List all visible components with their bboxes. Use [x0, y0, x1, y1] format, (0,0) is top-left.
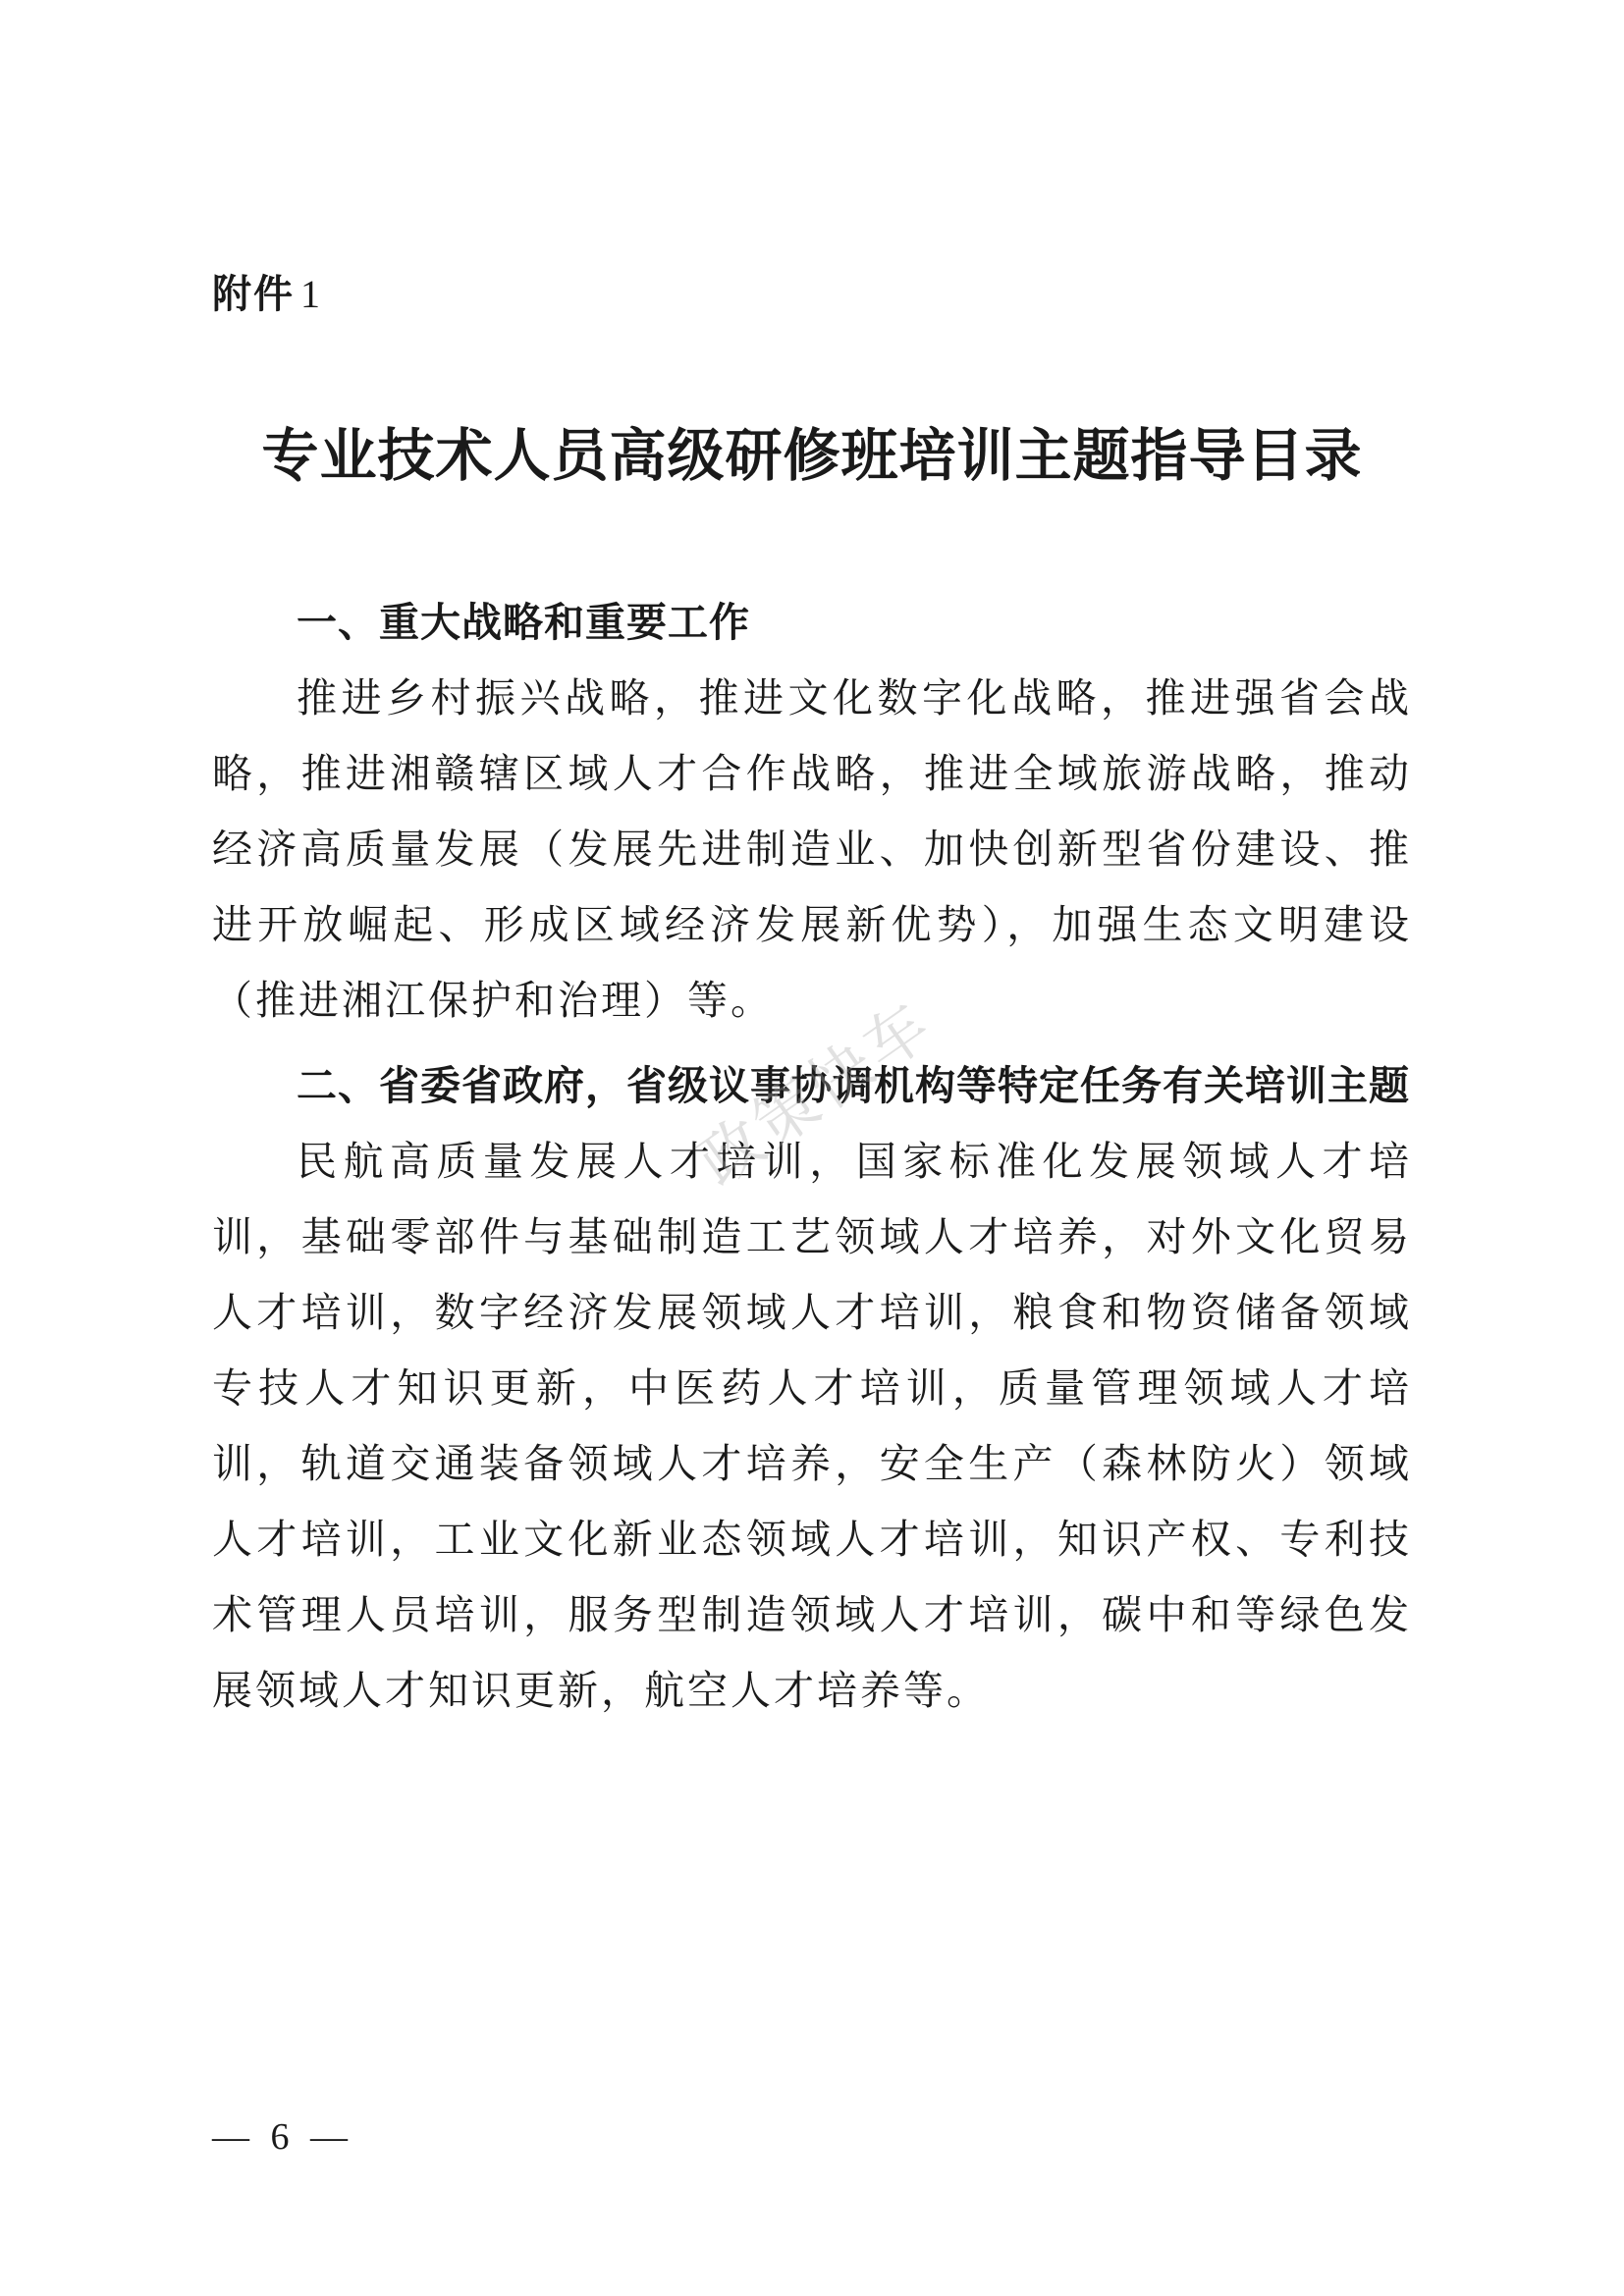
section-heading-1: 一、重大战略和重要工作: [297, 599, 750, 646]
attachment-number: 1: [300, 272, 322, 316]
section-body-1: 推进乡村振兴战略，推进文化数字化战略，推进强省会战略，推进湘赣辖区域人才合作战略，推进全域旅游战略，推动经济高质量发展（发展先进制造业、加快创新型省份建设、推进开放崛起、形成区域经济发展新优势），加强生态文明建设（推进湘江保护和治理）等。: [212, 674, 1412, 1024]
section-body-2: 民航高质量发展人才培训，国家标准化发展领域人才培训，基础零部件与基础制造工艺领域人才培养，对外文化贸易人才培训，数字经济发展领域人才培训，粮食和物资储备领域专技人才知识更新，中医药人才培训，质量管理领域人才培训，轨道交通装备领域人才培养，安全生产（森林防火）领域人才培训，工业文化新业态领域人才培训，知识产权、专利技术管理人员培训，服务型制造领域人才培训，碳中和等绿色发展领域人才知识更新，航空人才培养等。: [212, 1138, 1412, 1714]
attachment-label-text: 附件: [212, 272, 295, 317]
document-body: [212, 585, 1412, 1729]
watermark: 政策快车: [685, 988, 947, 1201]
page-number: — 6 —: [212, 2116, 353, 2158]
section-heading-2: 二、省委省政府，省级议事协调机构等特定任务有关培训主题: [297, 1062, 1410, 1109]
document-title: 专业技术人员高级研修班培训主题指导目录: [261, 422, 1363, 489]
attachment-label: [212, 267, 322, 322]
